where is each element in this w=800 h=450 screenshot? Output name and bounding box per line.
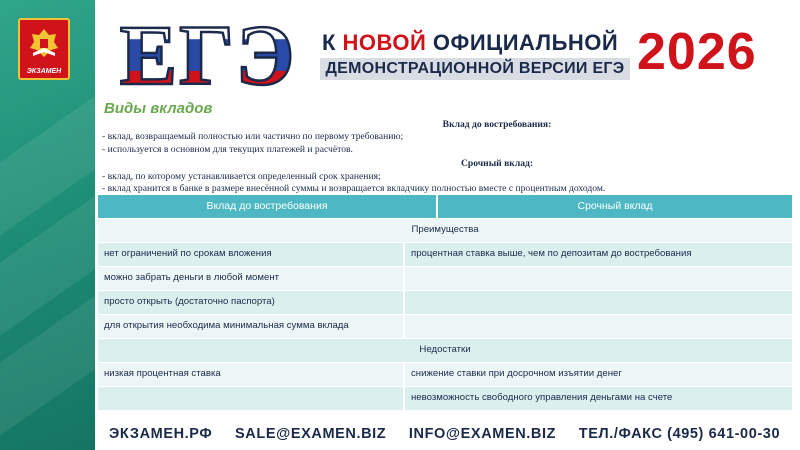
logo-text: ЭКЗАМЕН [26, 68, 62, 75]
disadvantages-row [98, 338, 792, 362]
table-cell: для открытия необходима минимальная сумма вклада [98, 315, 405, 338]
banner-line1-highlight: НОВОЙ [342, 30, 427, 55]
definitions-text [102, 119, 792, 195]
term-deposit-line: - вклад хранится в банке в размере внесённой суммы и возвращается вкладчику полностью вместе с процентным доходом. [102, 183, 606, 195]
table-row [98, 242, 792, 266]
left-sidebar [0, 0, 95, 450]
table-row [98, 386, 792, 410]
header-term-deposit: Срочный вклад [438, 195, 792, 218]
banner-line2: ДЕМОНСТРАЦИОННОЙ ВЕРСИИ ЕГЭ [320, 58, 630, 80]
footer-info-email-link[interactable]: INFO@EXAMEN.BIZ [408, 426, 557, 442]
table-row [98, 266, 792, 290]
table-cell [405, 291, 792, 314]
banner-line1 [322, 30, 618, 56]
table-header [98, 195, 792, 218]
demand-deposit-heading: Вклад до востребования: [442, 119, 552, 130]
comparison-table [98, 195, 792, 410]
eagle-emblem-icon [27, 26, 61, 60]
table-cell: низкая процентная ставка [98, 363, 405, 386]
banner-line1-suffix: ОФИЦИАЛЬНОЙ [426, 30, 619, 55]
disadvantages-label: Недостатки [98, 339, 792, 362]
footer-sale-email-link[interactable]: SALE@EXAMEN.BIZ [235, 426, 387, 442]
term-deposit-line: - вклад, по которому устанавливается определенный срок хранения; [102, 170, 381, 182]
table-cell [405, 315, 792, 338]
footer-phone: ТЕЛ./ФАКС (495) 641-00-30 [578, 426, 781, 442]
banner-year: 2026 [637, 23, 757, 81]
advantages-label: Преимущества [98, 219, 792, 242]
table-cell [405, 267, 792, 290]
table-row [98, 314, 792, 338]
header-demand-deposit: Вклад до востребования [98, 195, 438, 218]
term-deposit-heading: Срочный вклад: [460, 158, 534, 170]
ege-logo-text: ЕГЭ [119, 14, 297, 94]
demand-deposit-line: - используется в основном для текущих платежей и расчётов. [102, 143, 353, 155]
table-cell: можно забрать деньги в любой момент [98, 267, 405, 290]
table-cell: нет ограничений по срокам вложения [98, 243, 405, 266]
demand-deposit-line: - вклад, возвращаемый полностью или частично по первому требованию; [102, 131, 404, 143]
banner-line1-prefix: К [322, 30, 343, 55]
table-cell: просто открыть (достаточно паспорта) [98, 291, 405, 314]
table-cell: невозможность свободного управления деньгами на счете [405, 387, 792, 410]
table-row [98, 290, 792, 314]
advantages-row [98, 218, 792, 242]
footer-bar [95, 420, 800, 450]
examen-logo [18, 18, 70, 80]
footer-site-link[interactable]: ЭКЗАМЕН.РФ [109, 426, 213, 442]
footer-contacts [109, 426, 798, 442]
table-cell: снижение ставки при досрочном изъятии денег [405, 363, 792, 386]
ege-flag-logo [110, 14, 306, 94]
table-cell: процентная ставка выше, чем по депозитам до востребования [405, 243, 792, 266]
table-row [98, 362, 792, 386]
table-cell [98, 387, 405, 410]
section-title: Виды вкладов [104, 100, 213, 117]
